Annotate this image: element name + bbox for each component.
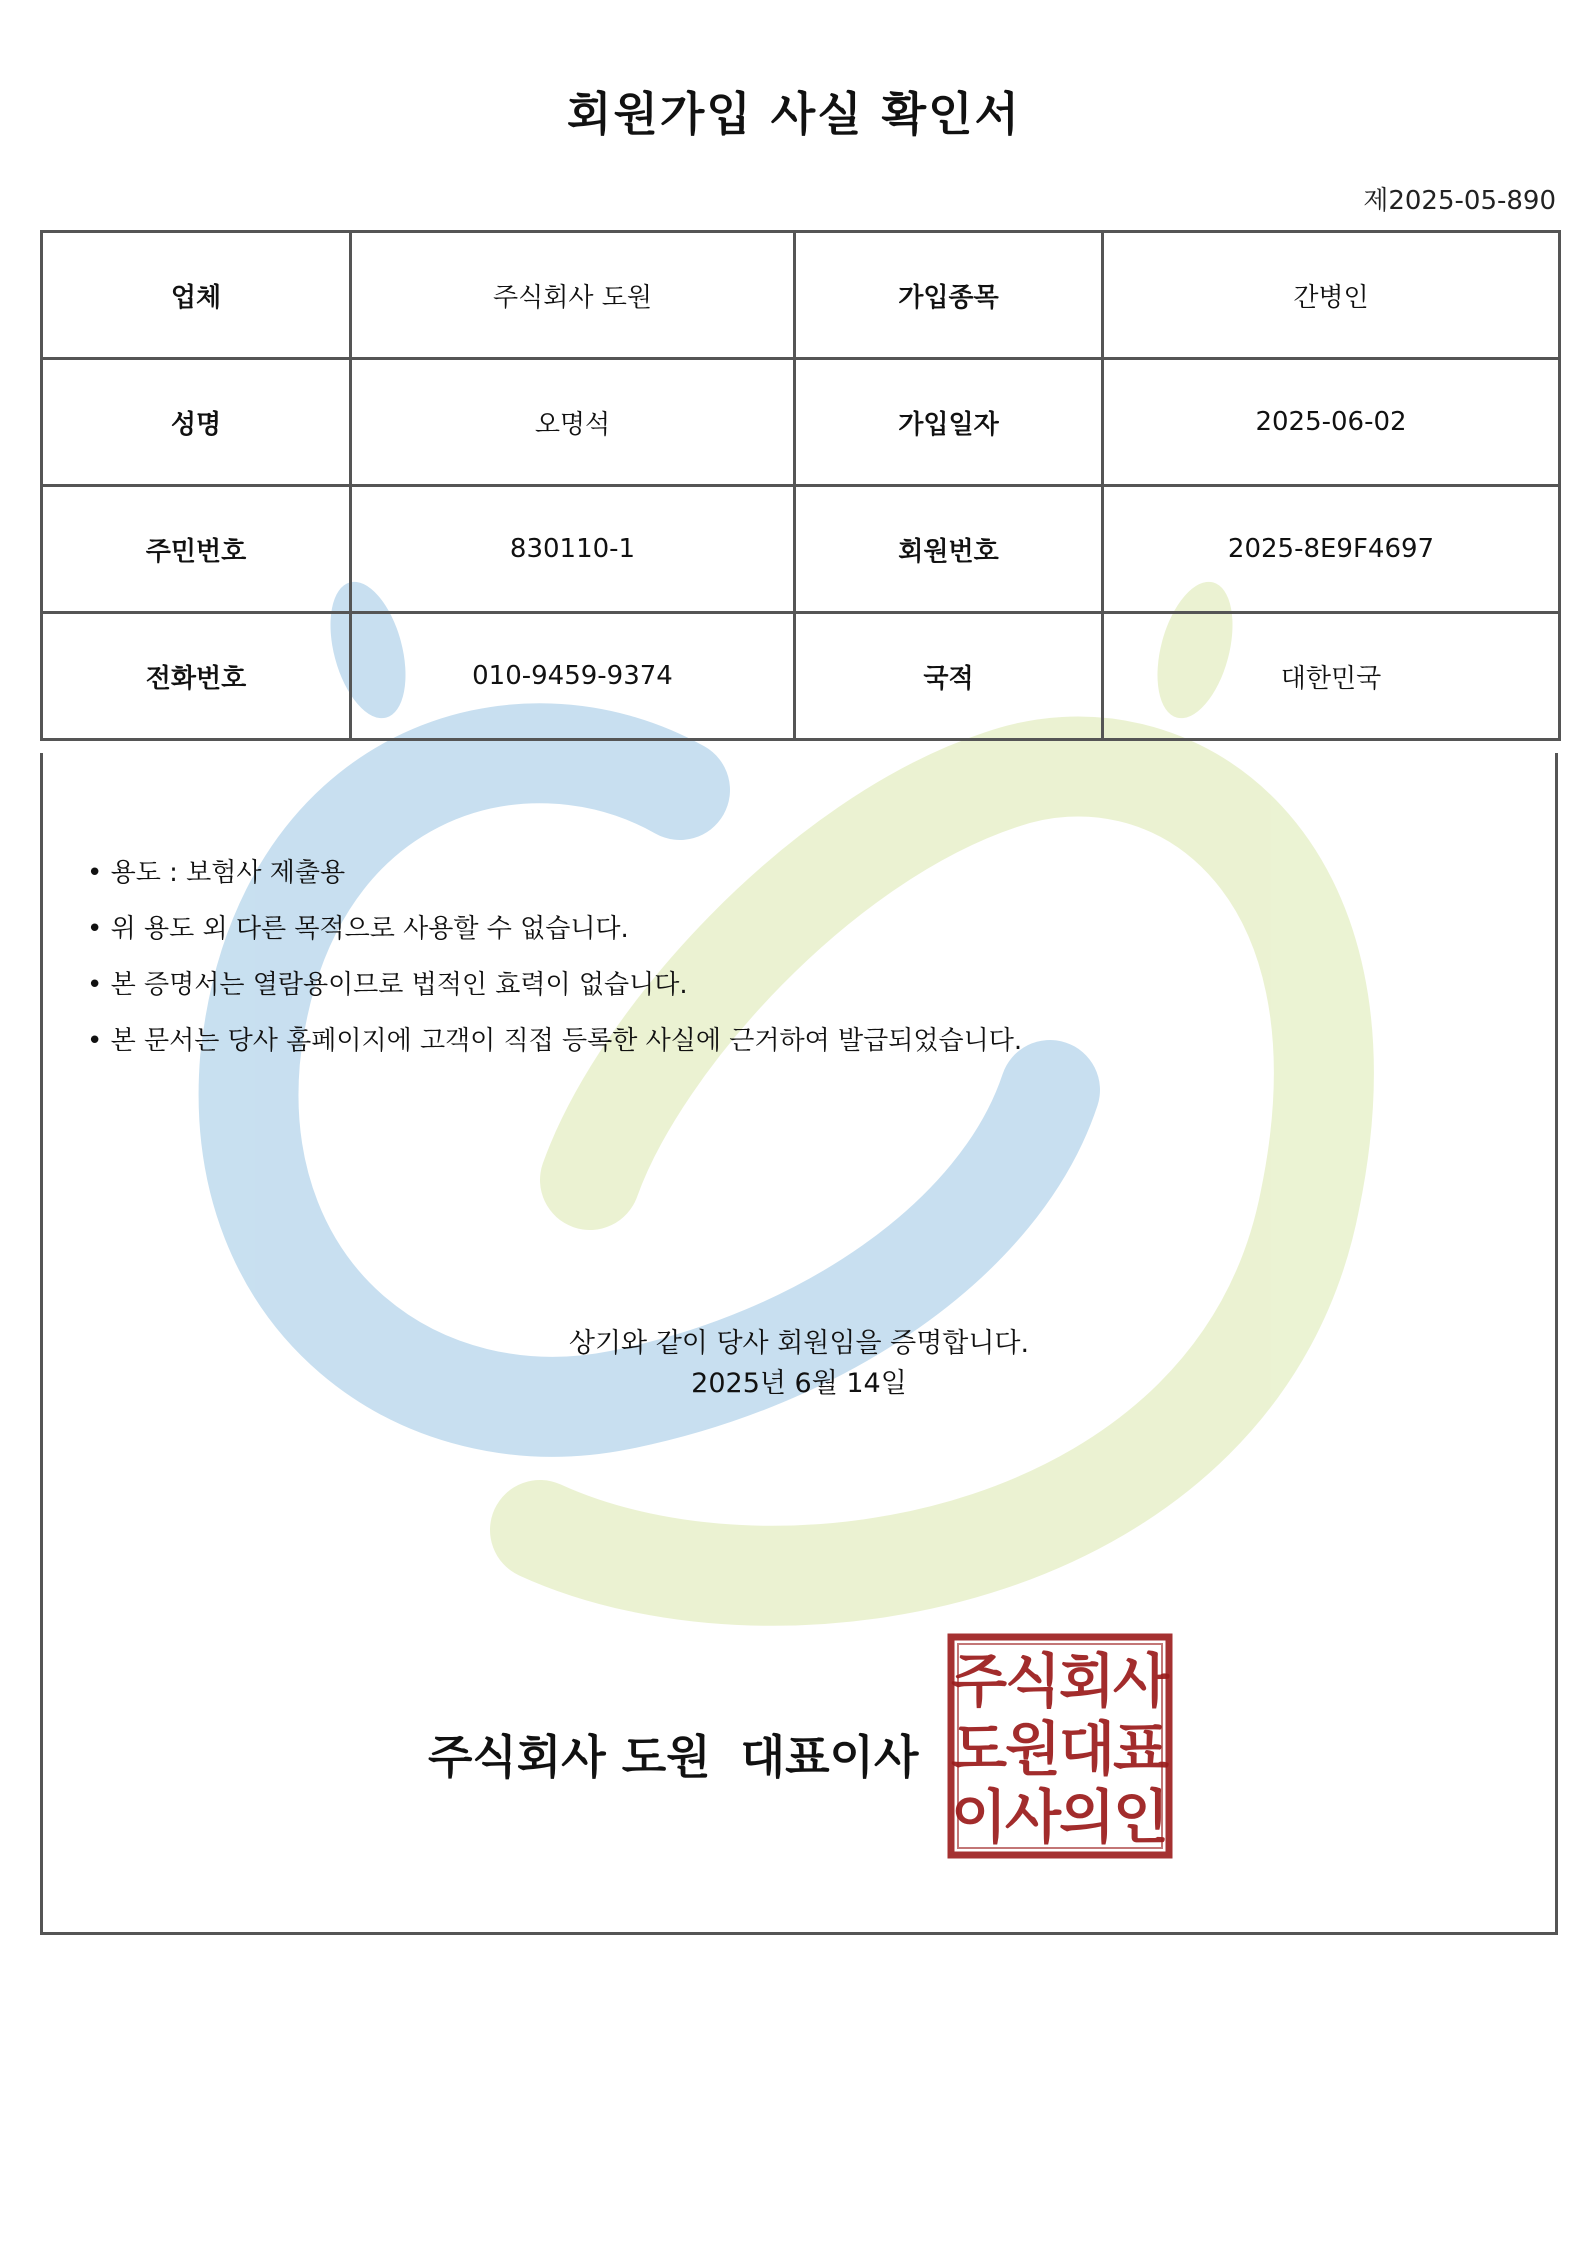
seal-character: 식	[1004, 1647, 1062, 1715]
info-table	[40, 230, 1561, 741]
table-row	[42, 613, 1560, 740]
phone-label: 전화번호	[42, 613, 351, 740]
company-seal-stamp	[947, 1633, 1173, 1859]
nationality-label: 국적	[795, 613, 1103, 740]
seal-character: 주	[950, 1647, 1008, 1715]
seal-character: 의	[1058, 1783, 1116, 1851]
signer-title: 대표이사	[740, 1730, 919, 1784]
document-body	[40, 753, 1558, 1935]
certification-statement: 상기와 같이 당사 회원임을 증명합니다.	[568, 1328, 1030, 1359]
join-date-value: 2025-06-02	[1103, 359, 1560, 486]
list-item: • 용도 : 보험사 제출용	[87, 845, 1022, 901]
document-title: 회원가입 사실 확인서	[567, 87, 1021, 141]
member-number-label: 회원번호	[795, 486, 1103, 613]
list-item: • 본 증명서는 열람용이므로 법적인 효력이 없습니다.	[87, 957, 1022, 1013]
membership-type-label: 가입종목	[795, 232, 1103, 359]
seal-character: 원	[1004, 1715, 1062, 1783]
seal-character: 인	[1112, 1783, 1170, 1851]
list-item: • 위 용도 외 다른 목적으로 사용할 수 없습니다.	[87, 901, 1022, 957]
company-value: 주식회사 도원	[351, 232, 795, 359]
table-row	[42, 486, 1560, 613]
membership-type-value: 간병인	[1103, 232, 1560, 359]
signer-company: 주식회사 도원	[428, 1730, 711, 1784]
table-row	[42, 359, 1560, 486]
name-value: 오명석	[351, 359, 795, 486]
signer-line	[428, 1721, 918, 1787]
phone-value: 010-9459-9374	[351, 613, 795, 740]
member-number-value: 2025-8E9F4697	[1103, 486, 1560, 613]
table-row	[42, 232, 1560, 359]
resident-number-value: 830110-1	[351, 486, 795, 613]
nationality-value: 대한민국	[1103, 613, 1560, 740]
join-date-label: 가입일자	[795, 359, 1103, 486]
document-number: 제2025-05-890	[1363, 186, 1556, 216]
name-label: 성명	[42, 359, 351, 486]
resident-number-label: 주민번호	[42, 486, 351, 613]
seal-character: 사	[1004, 1783, 1062, 1851]
seal-character: 이	[950, 1783, 1008, 1851]
seal-character: 도	[950, 1715, 1008, 1783]
list-item: • 본 문서는 당사 홈페이지에 고객이 직접 등록한 사실에 근거하여 발급되었습니다.	[87, 1013, 1022, 1069]
notes-list	[87, 845, 1022, 1069]
seal-character: 대	[1058, 1715, 1116, 1783]
seal-character: 회	[1058, 1647, 1116, 1715]
issue-date: 2025년 6월 14일	[691, 1368, 907, 1399]
company-label: 업체	[42, 232, 351, 359]
seal-character: 표	[1112, 1715, 1170, 1783]
seal-character: 사	[1112, 1647, 1170, 1715]
